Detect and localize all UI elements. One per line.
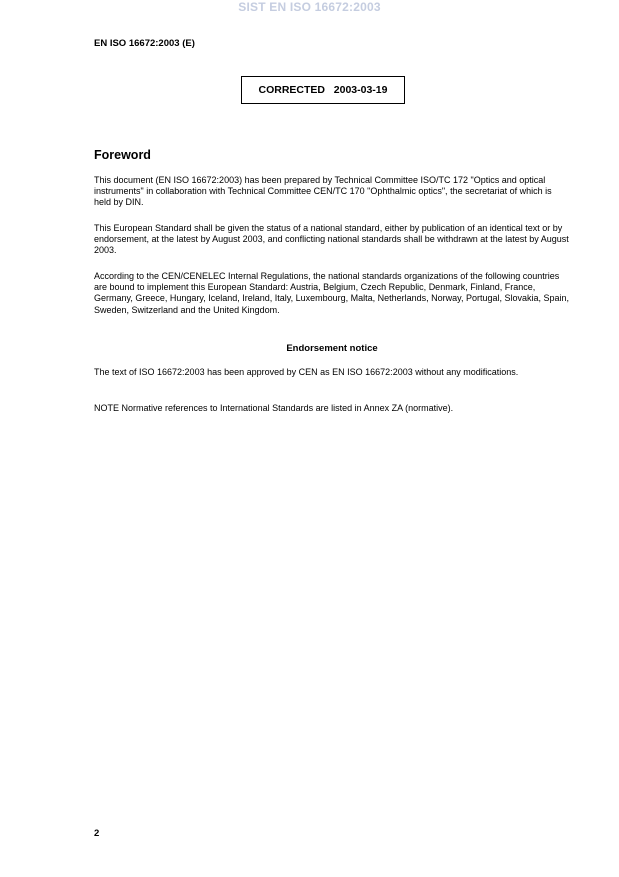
endorsement-text: The text of ISO 16672:2003 has been approved by CEN as EN ISO 16672:2003 without any modifications. xyxy=(94,367,519,377)
watermark-header: SIST EN ISO 16672:2003 xyxy=(238,0,381,14)
corrected-stamp: CORRECTED 2003-03-19 xyxy=(241,76,405,104)
foreword-paragraph-2: This European Standard shall be given the status of a national standard, either by publication of an identical text or by endorsement, at the latest by August 2003, and conflicting national standards shall be withdrawn at the latest by August 2003. xyxy=(94,223,569,256)
foreword-paragraph-1: This document (EN ISO 16672:2003) has been prepared by Technical Committee ISO/TC 172 "Optics and optical instruments" in collaboration with Technical Committee CEN/TC 170 "Ophthalmic optics", the secretariat of which is held by DIN. xyxy=(94,175,552,208)
foreword-paragraph-3: According to the CEN/CENELEC Internal Regulations, the national standards organizations of the following countries are bound to implement this European Standard: Austria, Belgium, Czech Republic, Denmark, Finland, France, Germany, Greece, Hungary, Iceland, Ireland, Italy, Luxembourg, Malta, Netherlands, Norway, Portugal, Slovakia, Spain, Sweden, Switzerland and the United Kingdom. xyxy=(94,271,570,315)
page-number: 2 xyxy=(94,828,100,839)
endorsement-heading: Endorsement notice xyxy=(286,343,378,354)
normative-note: NOTE Normative references to International Standards are listed in Annex ZA (normative). xyxy=(94,403,454,413)
foreword-heading: Foreword xyxy=(94,148,151,162)
document-reference: EN ISO 16672:2003 (E) xyxy=(94,38,195,49)
